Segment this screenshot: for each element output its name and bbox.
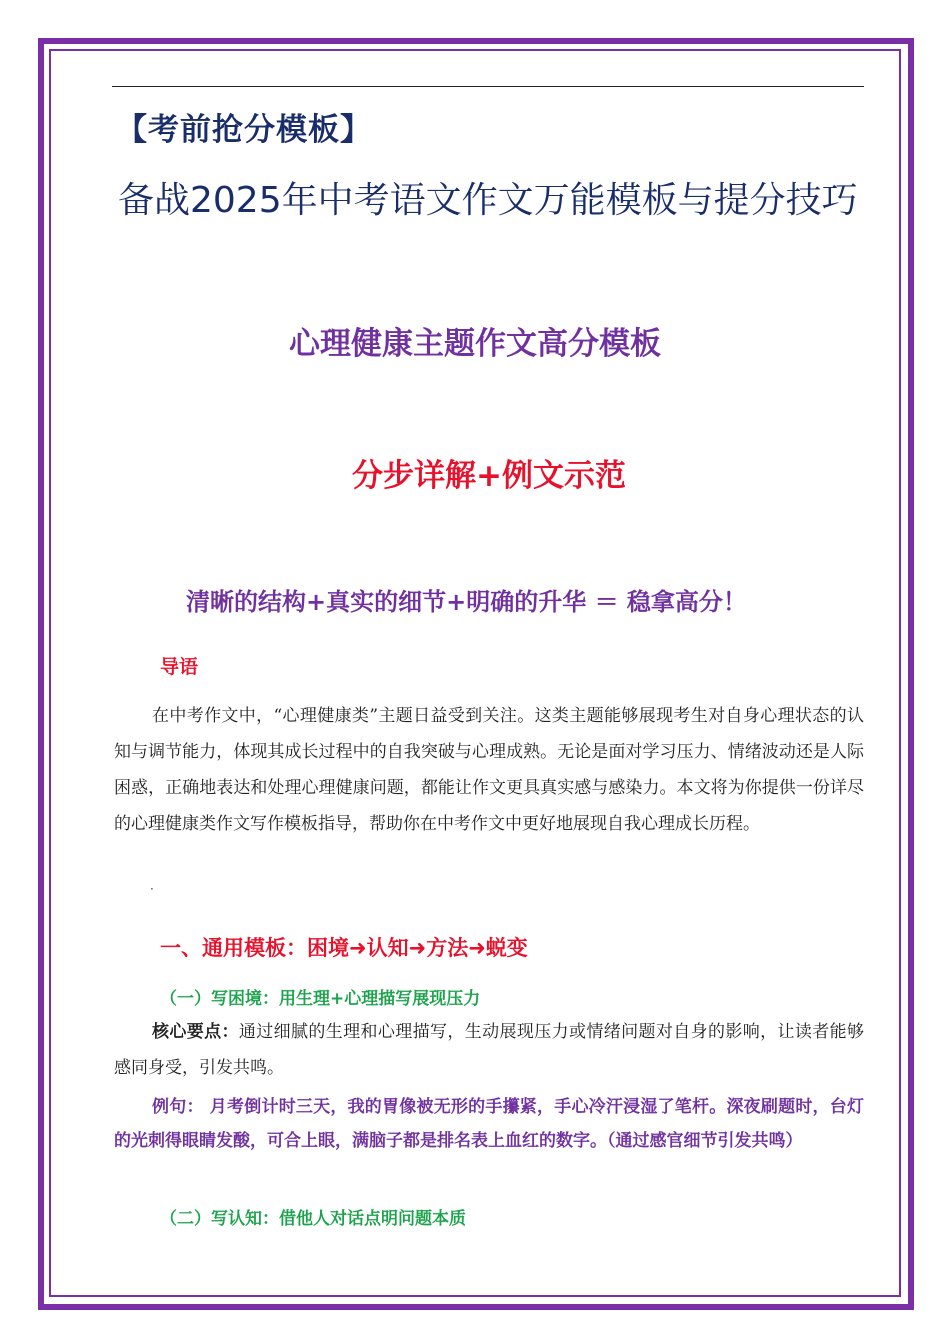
method-subtitle: 分步详解+例文示范 <box>352 458 626 494</box>
intro-paragraph: 在中考作文中，“心理健康类”主题日益受到关注。这类主题能够展现考生对自身心理状态的认知与调节能力，体现其成长过程中的自我突破与心理成熟。无论是面对学习压力、情绪波动还是人际困惑，正确地表达和处理心理健康问题，都能让作文更具真实感与感染力。本文将为你提供一份详尽的心理健康类作文写作模板指导，帮助你在中考作文中更好地展现自我心理成长历程。 <box>114 706 864 834</box>
example-paragraph <box>114 1090 864 1158</box>
document-title: 备战2025年中考语文作文万能模板与提分技巧 <box>118 180 858 221</box>
tagline: 清晰的结构+真实的细节+明确的升华 ＝ 稳拿高分！ <box>186 588 747 616</box>
core-points-label: 核心要点： <box>152 1022 239 1042</box>
subsection-heading-dilemma: （一）写困境：用生理+心理描写展现压力 <box>160 989 481 1009</box>
core-points-text: 通过细腻的生理和心理描写，生动展现压力或情绪问题对自身的影响，让读者能够感同身受，引发共鸣。 <box>114 1022 864 1078</box>
section-heading-general-template: 一、通用模板：困境➜认知➜方法➜蜕变 <box>160 936 528 960</box>
template-tag: 【考前抢分模板】 <box>116 112 372 148</box>
stray-dot: · <box>150 882 154 896</box>
example-label: 例句： <box>152 1097 204 1117</box>
intro-heading: 导语 <box>160 656 199 678</box>
subsection-heading-cognition: （二）写认知：借他人对话点明问题本质 <box>160 1209 466 1229</box>
header-rule <box>112 86 864 87</box>
example-text: 月考倒计时三天，我的胃像被无形的手攥紧，手心冷汗浸湿了笔杆。深夜刷题时，台灯的光刺得眼睛发酸，可合上眼，满脑子都是排名表上血红的数字。（通过感官细节引发共鸣） <box>114 1097 865 1151</box>
theme-subtitle: 心理健康主题作文高分模板 <box>289 326 661 362</box>
core-points-paragraph <box>114 1014 864 1086</box>
